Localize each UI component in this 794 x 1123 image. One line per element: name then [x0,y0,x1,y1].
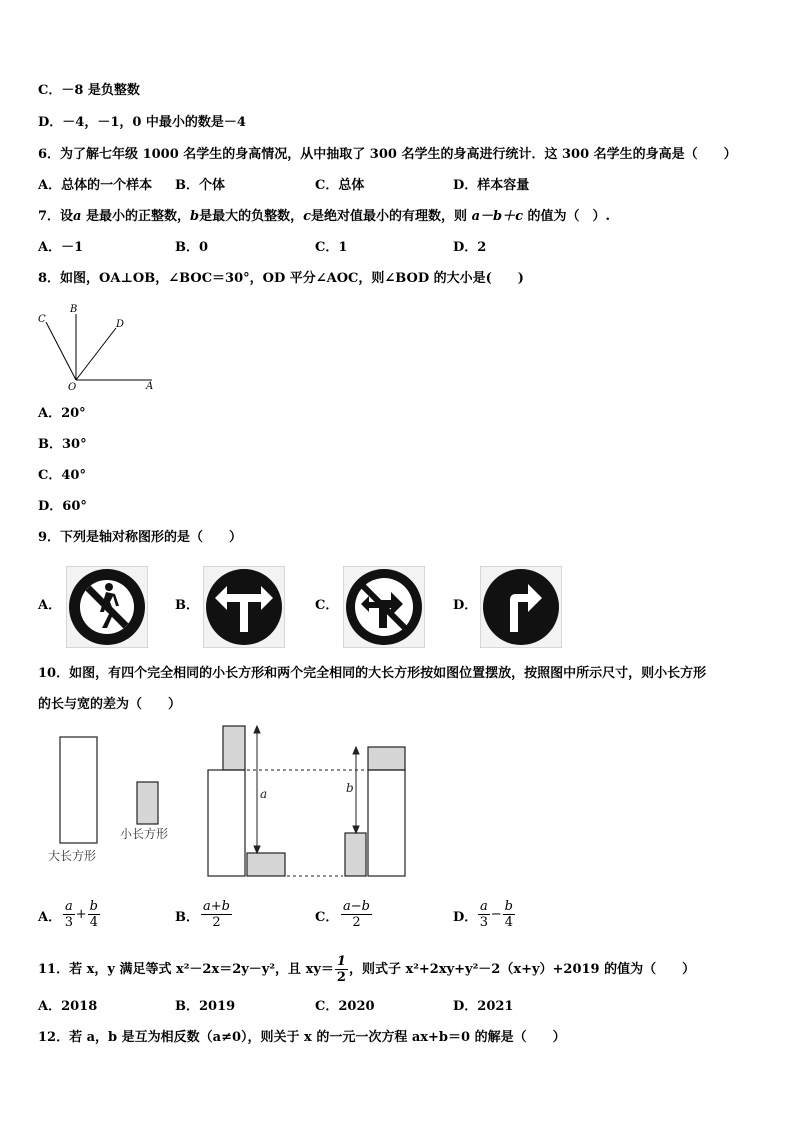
q8-option-a: A．20° [38,406,86,421]
rectangles-figure [40,722,420,887]
question-8: 8．如图，OA⊥OB，∠BOC＝30°，OD 平分∠AOC，则∠BOD 的大小是( ) [38,271,524,286]
question-6: 6．为了解七年级 1000 名学生的身高情况，从中抽取了 300 名学生的身高进行统计．这 300 名学生的身高是（ ） [38,147,737,162]
option-c-text: C．－8 是负整数 [38,83,140,98]
q8-option-c: C．40° [38,468,86,483]
no-right-turn-sign-icon [343,566,425,648]
q9-label-a: A． [38,598,62,613]
q9-label-b: B． [175,598,199,613]
question-9: 9．下列是轴对称图形的是（ ） [38,530,243,545]
question-10-line1: 10．如图，有四个完全相同的小长方形和两个完全相同的大长方形按如图位置摆放，按照图中所示尺寸，则小长方形 [38,666,707,681]
q7-var-c: c [303,209,312,224]
q10-label-a: A． [38,910,62,925]
q10-option-c-expression: $\frac{a-b}{2}$ [343,899,370,930]
q10-option-a-expression: $\frac{a}{3}$ + $\frac{b}{4}$ [64,899,98,930]
point-b-label: B [70,304,78,315]
q10-label-d: D． [453,910,478,925]
angle-figure [34,300,164,392]
q11-fraction: $\frac{1}{2}$ [336,954,346,985]
question-11 [38,954,695,985]
q11-option-c: C．2020 [315,999,375,1014]
q7-expression: a－b＋c [467,209,528,224]
q7-mid3: 是绝对值最小的有理数，则 [311,209,468,224]
big-rectangle-label: 大长方形 [48,849,97,863]
q7-option-b: B．0 [175,240,209,255]
q7-mid2: 是最大的负整数， [199,209,304,224]
q7-option-c: C．1 [315,240,348,255]
q7-option-a: A．－1 [38,240,84,255]
q7-end: 的值为（ ）. [527,209,611,224]
right-turn-sign-icon [480,566,562,648]
q10-label-c: C． [315,910,339,925]
dimension-b-label: b [346,781,354,795]
q11-pre: 11．若 x，y 满足等式 x²－2x＝2y－y²，且 xy＝ [38,962,334,977]
no-pedestrian-sign-icon [66,566,148,648]
q7-pre: 7．设 [38,209,74,224]
point-d-label: D [116,319,125,330]
dimension-a-label: a [260,787,268,801]
point-a-label: A [146,381,154,392]
question-7 [38,208,610,226]
q8-option-d: D．60° [38,499,87,514]
q6-option-a: A．总体的一个样本 [38,178,153,193]
q6-option-d: D．样本容量 [453,178,530,193]
q11-option-d: D．2021 [453,999,514,1014]
q11-option-b: B．2019 [175,999,236,1014]
left-or-right-arrow-sign-icon [203,566,285,648]
q7-var-a: a [73,209,82,224]
question-10-line2: 的长与宽的差为（ ） [38,697,182,712]
q11-option-a: A．2018 [38,999,98,1014]
q6-option-b: B．个体 [175,178,225,193]
q8-option-b: B．30° [38,437,87,452]
q9-label-d: D． [453,598,478,613]
q7-option-d: D．2 [453,240,487,255]
q7-var-b: b [190,209,200,224]
q9-label-c: C． [315,598,339,613]
question-12: 12．若 a，b 是互为相反数（a≠0），则关于 x 的一元一次方程 ax+b＝0 的解是（ ） [38,1030,566,1045]
q10-option-d-expression: $\frac{a}{3}$ − $\frac{b}{4}$ [479,899,513,930]
q7-mid1: 是最小的正整数， [81,209,191,224]
option-d-text: D．－4，－1，0 中最小的数是－4 [38,115,246,130]
q10-option-b-expression: $\frac{a+b}{2}$ [203,899,230,930]
point-o-label: O [68,382,77,392]
small-rectangle-label: 小长方形 [120,827,169,841]
q10-label-b: B． [175,910,199,925]
q11-post: ，则式子 x²+2xy+y²－2（x+y）+2019 的值为（ ） [348,962,696,977]
q6-option-c: C．总体 [315,178,365,193]
point-c-label: C [38,314,46,325]
